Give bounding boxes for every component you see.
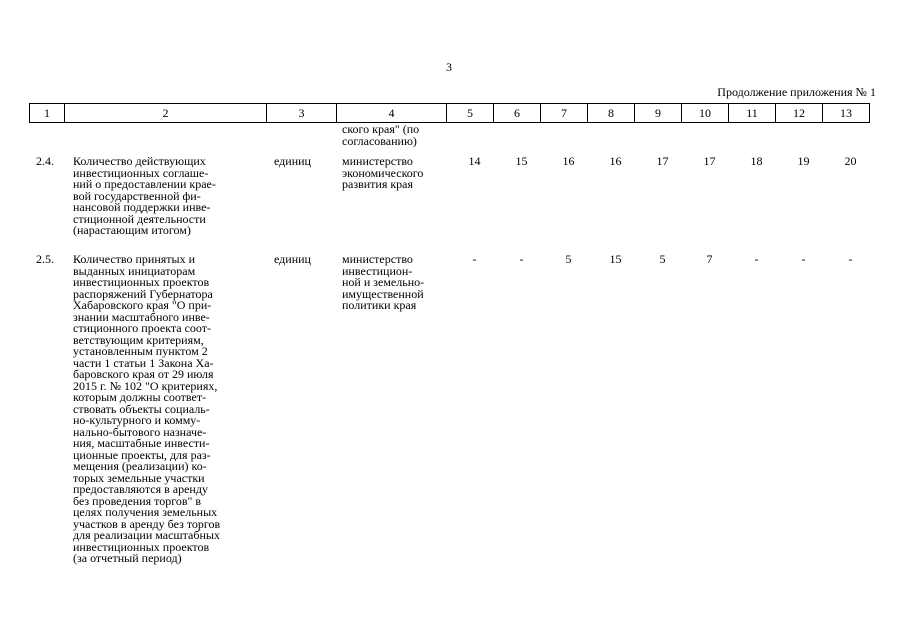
indicator-name: Количество принятых и выданных инициаторам инвестиционных проектов распоряжений Губернатора Хабаровского края "О при- знании масштабного инве- стиционного проекта соот- ветствующим критериям, установленным пунктом 2 части 1 статьи 1 Закона Ха- баровского края от 29 июля 2015 г. № 102 "О критериях, которым должны соответ- ствовать объекты социаль- но-культурного и комму- нально-бытового назначе- ния, масштабные инвести- ционные проекты, для раз- мещения (реализации) ко- торых земельные участки предоставляются в аренду без проведения торгов" в целях получения земельных участков в аренду без торгов для реализации масштабных инвестиционных проектов (за отчетный период) — [73, 252, 221, 565]
unit-of-measure: единиц — [274, 154, 311, 168]
column-header: 7 — [541, 104, 588, 123]
column-header: 1 — [30, 104, 65, 123]
column-header: 13 — [823, 104, 870, 123]
indicator-value: 16 — [609, 154, 622, 168]
indicator-value: 14 — [468, 154, 481, 168]
indicator-value: - — [519, 252, 524, 266]
column-header: 5 — [447, 104, 494, 123]
indicator-value: 17 — [703, 154, 716, 168]
responsible-org: министерство инвестицион- ной и земельно- имущественной политики края — [342, 252, 425, 312]
column-header: 9 — [635, 104, 682, 123]
indicator-value: 19 — [797, 154, 810, 168]
indicator-value: - — [801, 252, 806, 266]
row-number: 2.4. — [36, 154, 54, 168]
responsible-org: министерство экономического развития края — [342, 154, 424, 191]
column-header: 3 — [267, 104, 337, 123]
column-header: 6 — [494, 104, 541, 123]
indicator-value: 17 — [656, 154, 669, 168]
column-header: 4 — [337, 104, 447, 123]
indicator-name: Количество действующих инвестиционных соглаше- ний о предоставлении крае- вой государственной фи- нансовой поддержки инве- стиционной деятельности (нарастающим итогом) — [73, 154, 216, 237]
column-header: 10 — [682, 104, 729, 123]
indicator-value: 18 — [750, 154, 763, 168]
column-header: 8 — [588, 104, 635, 123]
indicator-value: - — [754, 252, 759, 266]
column-header-row — [29, 103, 870, 123]
indicator-value: 20 — [844, 154, 857, 168]
indicator-value: - — [848, 252, 853, 266]
indicator-value: 5 — [659, 252, 666, 266]
indicator-value: 7 — [706, 252, 713, 266]
column-header: 12 — [776, 104, 823, 123]
indicator-value: - — [472, 252, 477, 266]
column-header: 11 — [729, 104, 776, 123]
carryover-org-text: ского края" (по согласованию) — [342, 122, 420, 148]
indicator-value: 15 — [515, 154, 528, 168]
continuation-label: Продолжение приложения № 1 — [717, 85, 876, 99]
unit-of-measure: единиц — [274, 252, 311, 266]
indicator-value: 15 — [609, 252, 622, 266]
indicator-value: 5 — [565, 252, 572, 266]
indicator-value: 16 — [562, 154, 575, 168]
row-number: 2.5. — [36, 252, 54, 266]
page-number: 3 — [446, 60, 452, 74]
column-header: 2 — [65, 104, 267, 123]
